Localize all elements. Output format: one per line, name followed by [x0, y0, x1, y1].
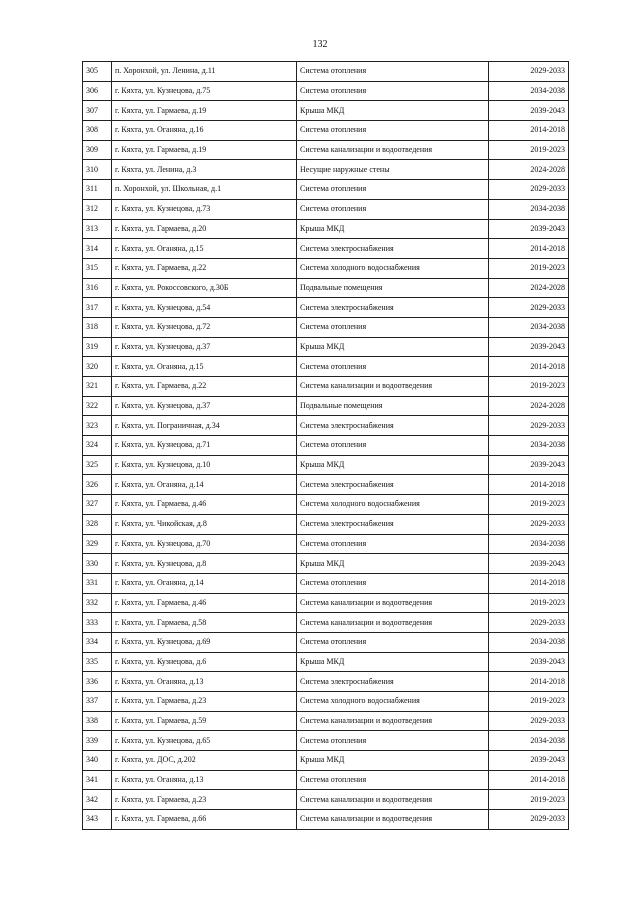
- address-cell: г. Кяхта, ул. Оганяна, д.16: [112, 121, 297, 141]
- row-number-cell: 331: [83, 573, 112, 593]
- period-cell: 2029-2033: [489, 416, 569, 436]
- row-number-cell: 337: [83, 692, 112, 712]
- system-cell: Система отопления: [297, 62, 489, 82]
- row-number-cell: 319: [83, 337, 112, 357]
- system-cell: Система холодного водоснабжения: [297, 258, 489, 278]
- system-cell: Крыша МКД: [297, 751, 489, 771]
- table-row: [83, 239, 569, 259]
- row-number-cell: 323: [83, 416, 112, 436]
- address-cell: п. Хоронхой, ул. Школьная, д.1: [112, 180, 297, 200]
- system-cell: Подвальные помещения: [297, 396, 489, 416]
- address-cell: г. Кяхта, ул. Кузнецова, д.10: [112, 455, 297, 475]
- address-cell: г. Кяхта, ул. Кузнецова, д.54: [112, 298, 297, 318]
- system-cell: Система отопления: [297, 573, 489, 593]
- table-row: [83, 298, 569, 318]
- row-number-cell: 309: [83, 140, 112, 160]
- system-cell: Система электроснабжения: [297, 298, 489, 318]
- row-number-cell: 316: [83, 278, 112, 298]
- system-cell: Система холодного водоснабжения: [297, 495, 489, 515]
- system-cell: Система отопления: [297, 199, 489, 219]
- table-row: [83, 495, 569, 515]
- system-cell: Система канализации и водоотведения: [297, 810, 489, 830]
- period-cell: 2039-2043: [489, 455, 569, 475]
- system-cell: Система электроснабжения: [297, 416, 489, 436]
- row-number-cell: 307: [83, 101, 112, 121]
- period-cell: 2034-2038: [489, 731, 569, 751]
- address-cell: г. Кяхта, ул. Оганяна, д.13: [112, 672, 297, 692]
- period-cell: 2029-2033: [489, 810, 569, 830]
- period-cell: 2024-2028: [489, 160, 569, 180]
- address-cell: г. Кяхта, ул. Кузнецова, д.6: [112, 652, 297, 672]
- row-number-cell: 322: [83, 396, 112, 416]
- system-cell: Крыша МКД: [297, 652, 489, 672]
- period-cell: 2019-2023: [489, 790, 569, 810]
- address-cell: г. Кяхта, ул. Кузнецова, д.75: [112, 81, 297, 101]
- address-cell: г. Кяхта, ул. Чикойская, д.8: [112, 514, 297, 534]
- system-cell: Система холодного водоснабжения: [297, 692, 489, 712]
- table-row: [83, 337, 569, 357]
- system-cell: Система отопления: [297, 632, 489, 652]
- address-cell: г. Кяхта, ул. Гармаева, д.23: [112, 790, 297, 810]
- system-cell: Система электроснабжения: [297, 475, 489, 495]
- row-number-cell: 318: [83, 317, 112, 337]
- period-cell: 2034-2038: [489, 81, 569, 101]
- table-row: [83, 357, 569, 377]
- address-cell: г. Кяхта, ул. Кузнецова, д.69: [112, 632, 297, 652]
- row-number-cell: 326: [83, 475, 112, 495]
- period-cell: 2029-2033: [489, 711, 569, 731]
- address-cell: г. Кяхта, ул. Гармаева, д.20: [112, 219, 297, 239]
- period-cell: 2014-2018: [489, 475, 569, 495]
- row-number-cell: 325: [83, 455, 112, 475]
- address-cell: г. Кяхта, ул. Кузнецова, д.73: [112, 199, 297, 219]
- table-row: [83, 770, 569, 790]
- table-row: [83, 101, 569, 121]
- row-number-cell: 314: [83, 239, 112, 259]
- address-cell: г. Кяхта, ул. Гармаева, д.19: [112, 101, 297, 121]
- row-number-cell: 324: [83, 436, 112, 456]
- address-cell: г. Кяхта, ул. Оганяна, д.13: [112, 770, 297, 790]
- row-number-cell: 338: [83, 711, 112, 731]
- table-row: [83, 81, 569, 101]
- period-cell: 2039-2043: [489, 337, 569, 357]
- row-number-cell: 308: [83, 121, 112, 141]
- row-number-cell: 330: [83, 554, 112, 574]
- period-cell: 2039-2043: [489, 751, 569, 771]
- address-cell: г. Кяхта, ул. Гармаева, д.22: [112, 258, 297, 278]
- row-number-cell: 335: [83, 652, 112, 672]
- row-number-cell: 311: [83, 180, 112, 200]
- period-cell: 2014-2018: [489, 672, 569, 692]
- table-row: [83, 396, 569, 416]
- system-cell: Система канализации и водоотведения: [297, 593, 489, 613]
- address-cell: г. Кяхта, ул. Гармаева, д.58: [112, 613, 297, 633]
- period-cell: 2024-2028: [489, 278, 569, 298]
- address-cell: г. Кяхта, ул. Кузнецова, д.71: [112, 436, 297, 456]
- address-cell: г. Кяхта, ул. Кузнецова, д.65: [112, 731, 297, 751]
- table-row: [83, 711, 569, 731]
- row-number-cell: 329: [83, 534, 112, 554]
- row-number-cell: 320: [83, 357, 112, 377]
- period-cell: 2034-2038: [489, 534, 569, 554]
- period-cell: 2014-2018: [489, 573, 569, 593]
- row-number-cell: 343: [83, 810, 112, 830]
- system-cell: Система отопления: [297, 534, 489, 554]
- row-number-cell: 310: [83, 160, 112, 180]
- system-cell: Несущие наружные стены: [297, 160, 489, 180]
- table-row: [83, 317, 569, 337]
- period-cell: 2029-2033: [489, 613, 569, 633]
- row-number-cell: 321: [83, 377, 112, 397]
- system-cell: Система электроснабжения: [297, 239, 489, 259]
- row-number-cell: 306: [83, 81, 112, 101]
- address-cell: г. Кяхта, ул. Оганяна, д.14: [112, 573, 297, 593]
- system-cell: Крыша МКД: [297, 337, 489, 357]
- row-number-cell: 327: [83, 495, 112, 515]
- system-cell: Система отопления: [297, 81, 489, 101]
- row-number-cell: 317: [83, 298, 112, 318]
- period-cell: 2039-2043: [489, 101, 569, 121]
- period-cell: 2019-2023: [489, 258, 569, 278]
- system-cell: Система канализации и водоотведения: [297, 140, 489, 160]
- system-cell: Система канализации и водоотведения: [297, 613, 489, 633]
- system-cell: Крыша МКД: [297, 101, 489, 121]
- table-row: [83, 731, 569, 751]
- address-cell: г. Кяхта, ул. Кузнецова, д.37: [112, 337, 297, 357]
- period-cell: 2014-2018: [489, 239, 569, 259]
- address-cell: г. Кяхта, ул. Пограничная, д.34: [112, 416, 297, 436]
- address-cell: г. Кяхта, ул. Кузнецова, д.37: [112, 396, 297, 416]
- period-cell: 2034-2038: [489, 317, 569, 337]
- address-cell: п. Хоронхой, ул. Ленина, д.11: [112, 62, 297, 82]
- row-number-cell: 334: [83, 632, 112, 652]
- address-cell: г. Кяхта, ул. Кузнецова, д.8: [112, 554, 297, 574]
- address-cell: г. Кяхта, ул. Оганяна, д.15: [112, 357, 297, 377]
- address-cell: г. Кяхта, ул. Оганяна, д.14: [112, 475, 297, 495]
- row-number-cell: 332: [83, 593, 112, 613]
- table-row: [83, 810, 569, 830]
- address-cell: г. Кяхта, ул. Рокоссовского, д.30Б: [112, 278, 297, 298]
- row-number-cell: 315: [83, 258, 112, 278]
- system-cell: Система электроснабжения: [297, 514, 489, 534]
- address-cell: г. Кяхта, ул. ДОС, д.202: [112, 751, 297, 771]
- address-cell: г. Кяхта, ул. Гармаева, д.66: [112, 810, 297, 830]
- period-cell: 2019-2023: [489, 692, 569, 712]
- system-cell: Система отопления: [297, 317, 489, 337]
- table-row: [83, 140, 569, 160]
- address-cell: г. Кяхта, ул. Гармаева, д.19: [112, 140, 297, 160]
- system-cell: Система канализации и водоотведения: [297, 790, 489, 810]
- table-body: [83, 62, 569, 830]
- table-row: [83, 258, 569, 278]
- row-number-cell: 339: [83, 731, 112, 751]
- address-cell: г. Кяхта, ул. Ленина, д.3: [112, 160, 297, 180]
- period-cell: 2019-2023: [489, 377, 569, 397]
- table-row: [83, 219, 569, 239]
- period-cell: 2034-2038: [489, 632, 569, 652]
- table-row: [83, 121, 569, 141]
- period-cell: 2019-2023: [489, 495, 569, 515]
- row-number-cell: 342: [83, 790, 112, 810]
- system-cell: Система отопления: [297, 180, 489, 200]
- table-row: [83, 790, 569, 810]
- period-cell: 2034-2038: [489, 436, 569, 456]
- system-cell: Система отопления: [297, 770, 489, 790]
- table-row: [83, 180, 569, 200]
- table-row: [83, 416, 569, 436]
- address-cell: г. Кяхта, ул. Гармаева, д.23: [112, 692, 297, 712]
- system-cell: Крыша МКД: [297, 455, 489, 475]
- system-cell: Система канализации и водоотведения: [297, 377, 489, 397]
- system-cell: Система отопления: [297, 357, 489, 377]
- table-row: [83, 514, 569, 534]
- system-cell: Система электроснабжения: [297, 672, 489, 692]
- address-cell: г. Кяхта, ул. Гармаева, д.22: [112, 377, 297, 397]
- system-cell: Система отопления: [297, 731, 489, 751]
- system-cell: Крыша МКД: [297, 219, 489, 239]
- period-cell: 2029-2033: [489, 514, 569, 534]
- table-row: [83, 475, 569, 495]
- row-number-cell: 328: [83, 514, 112, 534]
- table-row: [83, 632, 569, 652]
- address-cell: г. Кяхта, ул. Кузнецова, д.72: [112, 317, 297, 337]
- address-cell: г. Кяхта, ул. Гармаева, д.46: [112, 495, 297, 515]
- period-cell: 2029-2033: [489, 62, 569, 82]
- row-number-cell: 340: [83, 751, 112, 771]
- period-cell: 2039-2043: [489, 219, 569, 239]
- system-cell: Система канализации и водоотведения: [297, 711, 489, 731]
- table-row: [83, 199, 569, 219]
- table-row: [83, 436, 569, 456]
- table-row: [83, 534, 569, 554]
- period-cell: 2019-2023: [489, 593, 569, 613]
- address-cell: г. Кяхта, ул. Кузнецова, д.70: [112, 534, 297, 554]
- table-row: [83, 652, 569, 672]
- system-cell: Система отопления: [297, 436, 489, 456]
- period-cell: 2014-2018: [489, 770, 569, 790]
- row-number-cell: 333: [83, 613, 112, 633]
- address-cell: г. Кяхта, ул. Гармаева, д.59: [112, 711, 297, 731]
- period-cell: 2014-2018: [489, 121, 569, 141]
- period-cell: 2019-2023: [489, 140, 569, 160]
- page-number: 132: [312, 39, 328, 50]
- period-cell: 2024-2028: [489, 396, 569, 416]
- row-number-cell: 336: [83, 672, 112, 692]
- table-row: [83, 573, 569, 593]
- repair-schedule-table: [82, 61, 569, 830]
- period-cell: 2039-2043: [489, 652, 569, 672]
- table-row: [83, 554, 569, 574]
- table-row: [83, 160, 569, 180]
- table-row: [83, 377, 569, 397]
- period-cell: 2029-2033: [489, 180, 569, 200]
- row-number-cell: 305: [83, 62, 112, 82]
- system-cell: Система отопления: [297, 121, 489, 141]
- row-number-cell: 313: [83, 219, 112, 239]
- table-row: [83, 62, 569, 82]
- table-row: [83, 613, 569, 633]
- table-row: [83, 692, 569, 712]
- table-row: [83, 593, 569, 613]
- address-cell: г. Кяхта, ул. Оганяна, д.15: [112, 239, 297, 259]
- table-row: [83, 672, 569, 692]
- table-row: [83, 455, 569, 475]
- period-cell: 2014-2018: [489, 357, 569, 377]
- period-cell: 2029-2033: [489, 298, 569, 318]
- period-cell: 2039-2043: [489, 554, 569, 574]
- row-number-cell: 312: [83, 199, 112, 219]
- system-cell: Подвальные помещения: [297, 278, 489, 298]
- table-row: [83, 751, 569, 771]
- period-cell: 2034-2038: [489, 199, 569, 219]
- table-row: [83, 278, 569, 298]
- row-number-cell: 341: [83, 770, 112, 790]
- system-cell: Крыша МКД: [297, 554, 489, 574]
- address-cell: г. Кяхта, ул. Гармаева, д.46: [112, 593, 297, 613]
